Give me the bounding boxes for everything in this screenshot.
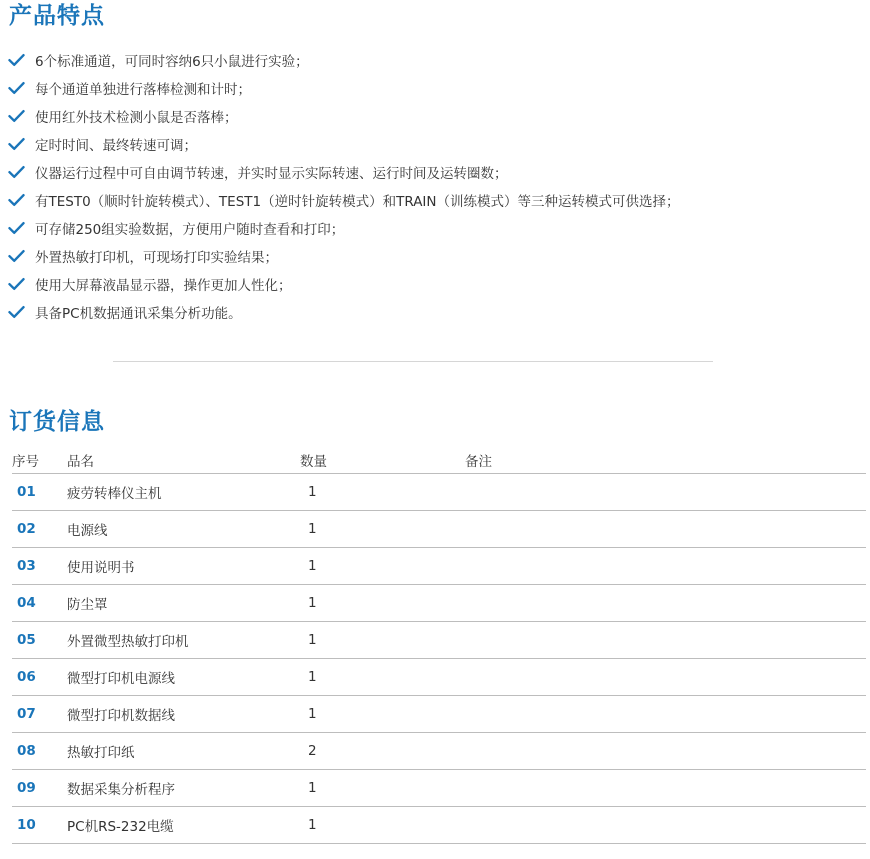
ordering-table: [12, 446, 866, 844]
check-icon: [8, 109, 25, 123]
table-row: [12, 622, 866, 659]
item-name: 外置微型热敏打印机: [67, 634, 189, 650]
table-header: [12, 446, 866, 474]
feature-text: 外置热敏打印机，可现场打印实验结果；: [35, 250, 278, 266]
feature-text: 具备PC机数据通讯采集分析功能。: [35, 306, 242, 322]
item-quantity: 1: [308, 521, 317, 537]
feature-text: 仪器运行过程中可自由调节转速，并实时显示实际转速、运行时间及运转圈数；: [35, 166, 508, 182]
item-name: 微型打印机电源线: [67, 671, 175, 687]
item-quantity: 1: [308, 558, 317, 574]
column-header-name: 品名: [67, 453, 94, 470]
check-icon: [8, 81, 25, 95]
item-name: 微型打印机数据线: [67, 708, 175, 724]
feature-item: [8, 130, 680, 158]
item-name: 电源线: [67, 523, 108, 539]
feature-text: 定时时间、最终转速可调；: [35, 138, 197, 154]
item-name: 防尘罩: [67, 597, 108, 613]
item-quantity: 1: [308, 817, 317, 833]
check-icon: [8, 53, 25, 67]
feature-item: [8, 74, 680, 102]
check-icon: [8, 249, 25, 263]
item-quantity: 2: [308, 743, 317, 759]
item-name: 使用说明书: [67, 560, 135, 576]
check-icon: [8, 193, 25, 207]
row-number: 05: [17, 632, 36, 648]
item-quantity: 1: [308, 669, 317, 685]
row-number: 04: [17, 595, 36, 611]
item-name: 数据采集分析程序: [67, 782, 175, 798]
feature-item: [8, 186, 680, 214]
table-row: [12, 733, 866, 770]
column-header-no: 序号: [12, 453, 39, 470]
table-body: [12, 474, 866, 844]
check-icon: [8, 305, 25, 319]
column-header-qty: 数量: [300, 453, 327, 470]
row-number: 06: [17, 669, 36, 685]
feature-item: [8, 158, 680, 186]
table-row: [12, 696, 866, 733]
item-name: PC机RS-232电缆: [67, 819, 174, 835]
section-divider: [113, 361, 713, 362]
ordering-heading: 订货信息: [9, 409, 105, 435]
column-header-note: 备注: [465, 453, 492, 470]
feature-item: [8, 298, 680, 326]
feature-text: 有TEST0（顺时针旋转模式）、TEST1（逆时针旋转模式）和TRAIN（训练模式）等三种运转模式可供选择；: [35, 194, 680, 210]
check-icon: [8, 137, 25, 151]
item-quantity: 1: [308, 706, 317, 722]
item-quantity: 1: [308, 632, 317, 648]
item-quantity: 1: [308, 780, 317, 796]
table-row: [12, 585, 866, 622]
feature-text: 使用大屏幕液晶显示器，操作更加人性化；: [35, 278, 292, 294]
item-quantity: 1: [308, 595, 317, 611]
feature-text: 每个通道单独进行落棒检测和计时；: [35, 82, 251, 98]
row-number: 08: [17, 743, 36, 759]
check-icon: [8, 221, 25, 235]
feature-item: [8, 270, 680, 298]
row-number: 10: [17, 817, 36, 833]
table-row: [12, 511, 866, 548]
row-number: 09: [17, 780, 36, 796]
feature-item: [8, 46, 680, 74]
row-number: 07: [17, 706, 36, 722]
feature-item: [8, 102, 680, 130]
feature-item: [8, 242, 680, 270]
features-heading: 产品特点: [9, 3, 105, 29]
table-row: [12, 548, 866, 585]
row-number: 02: [17, 521, 36, 537]
table-row: [12, 659, 866, 696]
check-icon: [8, 277, 25, 291]
item-name: 疲劳转棒仪主机: [67, 486, 162, 502]
feature-item: [8, 214, 680, 242]
check-icon: [8, 165, 25, 179]
row-number: 03: [17, 558, 36, 574]
features-list: [8, 46, 680, 326]
item-name: 热敏打印纸: [67, 745, 135, 761]
feature-text: 6个标准通道，可同时容纳6只小鼠进行实验；: [35, 54, 309, 70]
feature-text: 使用红外技术检测小鼠是否落棒；: [35, 110, 238, 126]
row-number: 01: [17, 484, 36, 500]
table-row: [12, 474, 866, 511]
item-quantity: 1: [308, 484, 317, 500]
table-row: [12, 807, 866, 844]
table-row: [12, 770, 866, 807]
feature-text: 可存储250组实验数据，方便用户随时查看和打印；: [35, 222, 345, 238]
